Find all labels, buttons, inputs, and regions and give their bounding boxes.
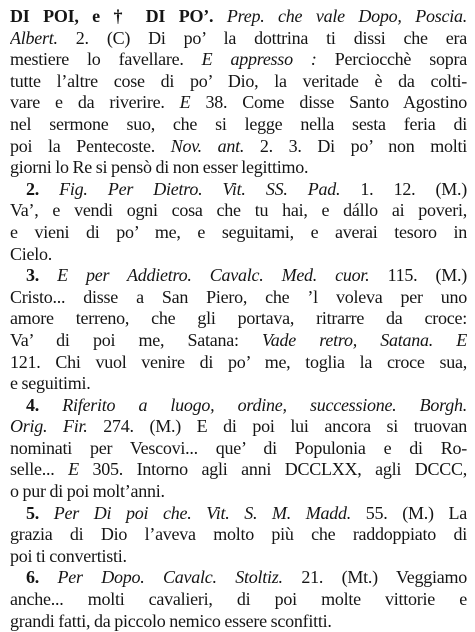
sense-number: 2. <box>26 178 39 199</box>
entry-line <box>10 136 467 158</box>
sense-number: 6. <box>26 567 39 588</box>
citation: E <box>68 459 79 480</box>
sense-definition: Riferito a luogo, ordine, successione. Borgh. <box>62 394 467 415</box>
entry-text: 21. (Mt.) Veggiamo <box>301 567 467 588</box>
definition: Prep. che vale Dopo, Poscia. <box>226 6 467 26</box>
citation: Albert. <box>10 27 58 48</box>
entry-line: poi ti convertisti. <box>10 545 127 566</box>
entry-text: 2. 3. Di po’ non molti <box>259 135 467 156</box>
entry-text: vare e da riverire. <box>10 92 165 113</box>
entry-text: mestiere lo favellare. <box>10 49 184 70</box>
sense-definition: E per Addietro. Cavalc. Med. cuor. <box>57 265 370 286</box>
entry-line <box>10 6 467 28</box>
sense-3-line <box>10 265 467 287</box>
citation: E appresso : <box>201 49 317 70</box>
citation: Nov. ant. <box>170 135 245 156</box>
citation: E <box>179 92 191 113</box>
entry-text: 1. 12. (M.) <box>360 178 467 199</box>
entry-line <box>10 49 467 71</box>
entry-text: 115. (M.) <box>387 265 467 286</box>
entry-text: Perciocchè sopra <box>334 49 467 70</box>
sense-definition: Per Dopo. Cavalc. Stoltiz. <box>57 567 283 588</box>
entry-line: tutte l’altre cose di po’ Dio, la veritade è da colti- <box>10 70 467 91</box>
entry-line: e seguitimi. <box>10 373 91 394</box>
sense-definition: Fig. Per Dietro. Vit. SS. Pad. <box>59 178 341 199</box>
sense-number: 4. <box>26 394 39 415</box>
sense-number: 3. <box>26 265 39 286</box>
entry-line: amore terreno, che gli portava, ritrarre da croce: <box>10 308 467 329</box>
entry-line: giorni lo Re si pensò di non esser legittimo. <box>10 157 309 178</box>
entry-line: o pur di poi molt’anni. <box>10 481 165 502</box>
entry-text: 38. Come disse Santo Agostino <box>205 92 467 113</box>
sense-5-line <box>10 503 467 525</box>
entry-line: nel sermone suo, che si legge nella sesta feria di <box>10 113 467 134</box>
entry-line <box>10 416 467 438</box>
sense-4-line <box>10 395 467 417</box>
entry-line: Cristo... disse a San Piero, che ’l voleva per uno <box>10 286 467 307</box>
entry-line: grazia di Dio l’aveva molto più che raddoppiato di <box>10 524 467 545</box>
citation: Orig. Fir. <box>10 416 88 437</box>
entry-line <box>10 330 467 352</box>
entry-line: Cielo. <box>10 243 52 264</box>
entry-text: selle... <box>10 459 55 480</box>
entry-text: 2. (C) Di po’ la dottrina ti dissi che era <box>75 27 467 48</box>
entry-line: 121. Chi vuol venire di po’ me, toglia la croce sua, <box>10 351 467 372</box>
entry-line: anche... molti cavalieri, di poi molte vittorie e <box>10 589 467 610</box>
entry-line <box>10 28 467 50</box>
entry-line: nominati per Vescovi... que’ di Populonia e di Ro- <box>10 437 467 458</box>
entry-text: 274. (M.) E di poi lui ancora si truovan <box>103 416 467 437</box>
entry-text: 305. Intorno agli anni DCCLXX, agli DCCC, <box>92 459 467 480</box>
headword: DI POI, e † DI PO’. <box>10 6 214 26</box>
entry-line: e vieni di po’ me, e seguitami, e averai tesoro in <box>10 221 467 242</box>
entry-line: Va’, e vendi ogni cosa che tu hai, e dállo ai poveri, <box>10 200 467 221</box>
sense-definition: Per Di poi che. Vit. S. M. Madd. <box>53 502 351 523</box>
citation: Vade retro, Satana. E <box>262 329 467 350</box>
sense-2-line <box>10 179 467 201</box>
entry-text: 55. (M.) La <box>365 502 467 523</box>
sense-6-line <box>10 567 467 589</box>
entry-line <box>10 92 467 114</box>
sense-number: 5. <box>26 502 39 523</box>
entry-line <box>10 459 467 481</box>
entry-text: poi la Pentecoste. <box>10 135 155 156</box>
entry-line: grandi fatti, da piccolo nemico essere sconfitti. <box>10 610 332 631</box>
entry-text: Va’ di poi me, Satana: <box>10 329 239 350</box>
